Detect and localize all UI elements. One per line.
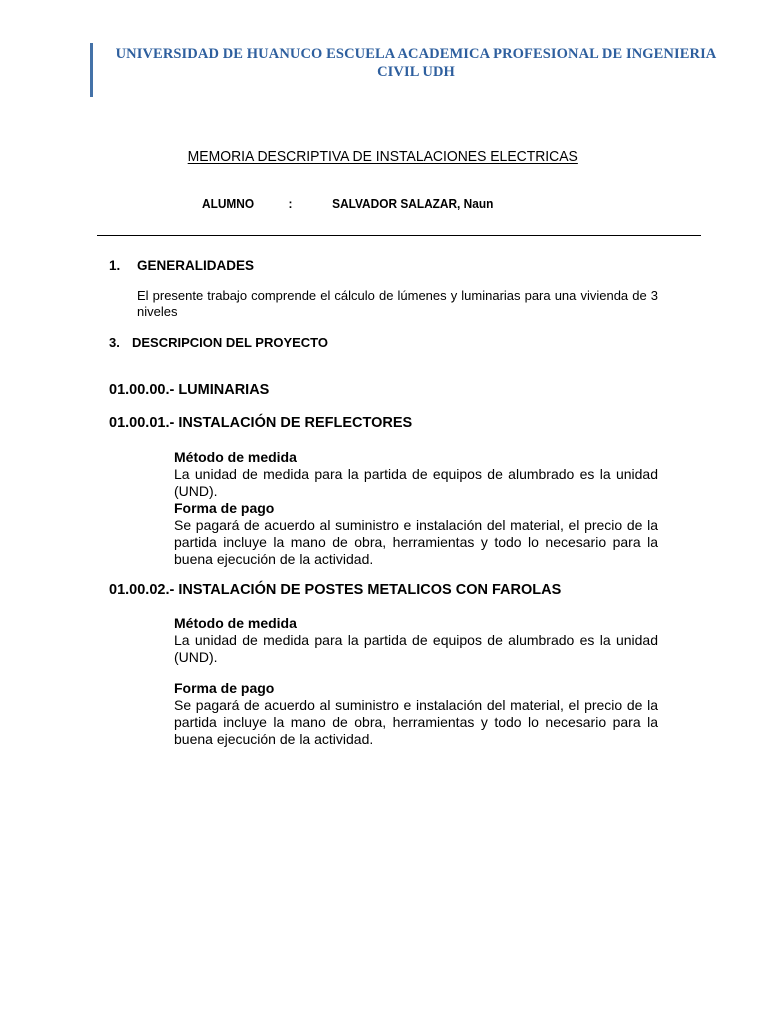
document-title-wrap	[0, 148, 768, 165]
header-accent-bar	[90, 43, 93, 97]
postes-pago-label: Forma de pago	[174, 680, 275, 696]
section-title: DESCRIPCION DEL PROYECTO	[132, 335, 328, 350]
section-descripcion-heading	[109, 335, 328, 350]
horizontal-rule	[97, 235, 701, 236]
item-luminarias-heading: 01.00.00.- LUMINARIAS	[109, 382, 270, 398]
item-reflectores-heading: 01.00.01.- INSTALACIÓN DE REFLECTORES	[109, 415, 413, 431]
reflectores-metodo-text: La unidad de medida para la partida de equipos de alumbrado es la unidad (UND).	[174, 466, 658, 499]
document-title: MEMORIA DESCRIPTIVA DE INSTALACIONES ELECTRICAS	[187, 148, 579, 165]
postes-metodo-label: Método de medida	[174, 615, 297, 631]
student-name: SALVADOR SALAZAR, Naun	[332, 197, 494, 211]
section-number: 3.	[109, 335, 120, 350]
student-label: ALUMNO	[202, 197, 255, 211]
reflectores-pago-label: Forma de pago	[174, 500, 275, 516]
generalidades-paragraph: El presente trabajo comprende el cálculo de lúmenes y luminarias para una vivienda de 3 niveles	[137, 288, 658, 319]
postes-metodo-text: La unidad de medida para la partida de equipos de alumbrado es la unidad (UND).	[174, 632, 658, 665]
section-title: GENERALIDADES	[137, 258, 255, 273]
section-number: 1.	[109, 258, 121, 273]
section-generalidades-heading	[109, 258, 255, 273]
institution-header: UNIVERSIDAD DE HUANUCO ESCUELA ACADEMICA PROFESIONAL DE INGENIERIA CIVIL UDH	[115, 46, 717, 80]
item-postes-heading: 01.00.02.- INSTALACIÓN DE POSTES METALICOS CON FAROLAS	[109, 582, 562, 598]
student-separator: :	[288, 197, 293, 211]
reflectores-metodo-label: Método de medida	[174, 449, 297, 465]
postes-pago-text: Se pagará de acuerdo al suministro e instalación del material, el precio de la partida incluye la mano de obra, herramientas y todo lo necesario para la buena ejecución de la actividad.	[174, 697, 658, 747]
reflectores-pago-text: Se pagará de acuerdo al suministro e instalación del material, el precio de la partida incluye la mano de obra, herramientas y todo lo necesario para la buena ejecución de la actividad.	[174, 517, 658, 567]
